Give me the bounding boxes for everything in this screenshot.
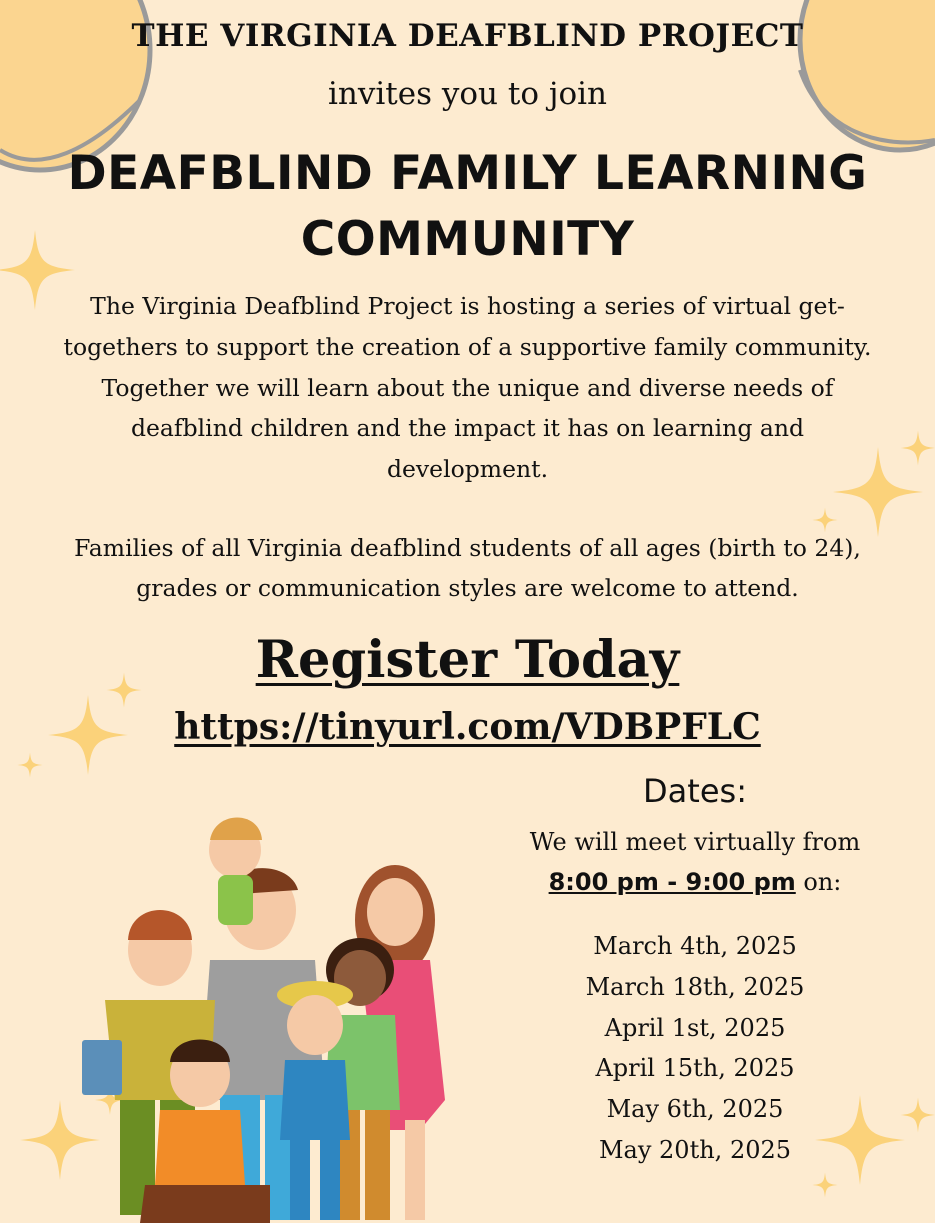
family-illustration — [60, 800, 480, 1223]
dates-heading: Dates: — [643, 772, 747, 810]
dates-section — [500, 772, 890, 1171]
date-item: April 15th, 2025 — [595, 1054, 795, 1083]
event-title-line2: COMMUNITY — [300, 212, 635, 267]
eligibility-paragraph: Families of all Virginia deafblind students of all ages (birth to 24), grades or communication styles are welcome to attend. — [74, 534, 861, 602]
date-list — [500, 926, 890, 1171]
meeting-on: on: — [795, 868, 842, 896]
register-heading: Register Today — [255, 630, 680, 690]
register-link[interactable]: https://tinyurl.com/VDBPFLC — [174, 706, 761, 748]
meeting-info — [500, 822, 890, 902]
meeting-time-line — [500, 862, 890, 902]
date-item: April 1st, 2025 — [604, 1013, 786, 1042]
meeting-time: 8:00 pm - 9:00 pm — [548, 868, 796, 896]
date-item: May 20th, 2025 — [598, 1135, 792, 1164]
date-item: May 6th, 2025 — [606, 1095, 784, 1124]
date-item: March 4th, 2025 — [593, 932, 797, 960]
org-name: THE VIRGINIA DEAFBLIND PROJECT — [131, 18, 804, 54]
event-title-line1: DEAFBLIND FAMILY LEARNING — [67, 146, 868, 201]
meeting-text: We will meet virtually from — [529, 828, 861, 856]
invite-text: invites you to join — [328, 76, 607, 112]
date-item: March 18th, 2025 — [585, 972, 805, 1001]
description-paragraph: The Virginia Deafblind Project is hosting a series of virtual get-togethers to support the creation of a supportive family community. Together we will learn about the unique and diverse needs of deafblind children and the impact it has on learning and development. — [63, 292, 872, 484]
